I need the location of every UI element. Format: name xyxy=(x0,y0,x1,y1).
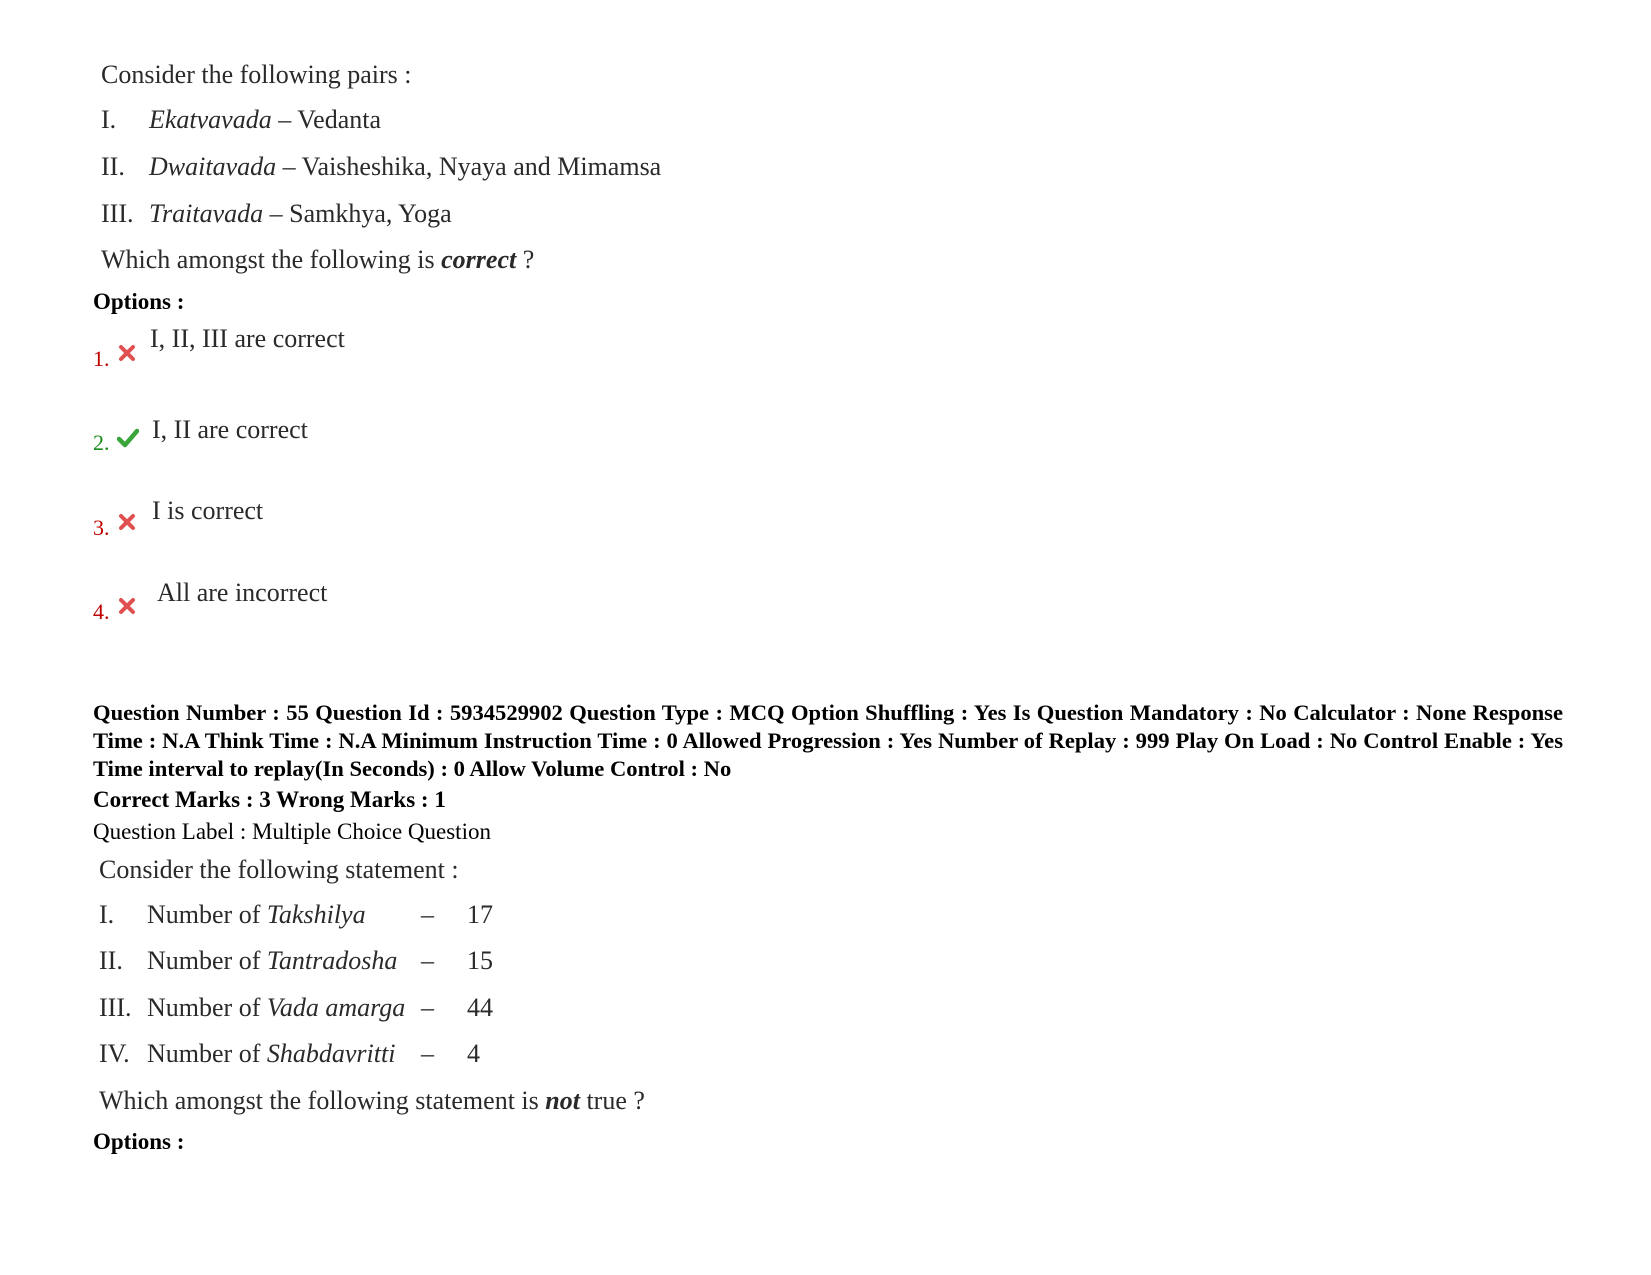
option-number: 1. xyxy=(93,346,110,371)
cross-icon xyxy=(118,513,136,531)
cross-icon xyxy=(118,344,136,362)
pair-2 xyxy=(101,154,661,180)
ask-emphasis: not xyxy=(545,1086,580,1115)
statement-number: II. xyxy=(99,946,123,975)
pair-rest: – Vaisheshika, Nyaya and Mimamsa xyxy=(276,152,662,181)
question-intro: Consider the following statement : xyxy=(99,855,459,884)
ask-text: Which amongst the following is xyxy=(101,245,442,274)
ask-emphasis: correct xyxy=(441,245,517,274)
statement-term: Vada amarga xyxy=(266,993,406,1022)
statement-number: I. xyxy=(99,900,115,929)
statement-number: IV. xyxy=(99,1039,130,1068)
prev-options-label: Options : xyxy=(93,289,185,314)
statement-value: 15 xyxy=(467,946,493,975)
option-text[interactable]: I, II, III are correct xyxy=(150,324,345,353)
pair-term: Dwaitavada xyxy=(149,152,277,181)
statement-term: Takshilya xyxy=(266,900,366,929)
ask-text-end: true ? xyxy=(579,1086,645,1115)
statement-value: 17 xyxy=(467,900,493,929)
prev-question-intro: Consider the following pairs : xyxy=(101,60,412,89)
question-ask xyxy=(99,1088,645,1114)
statement-prefix: Number of xyxy=(147,1039,267,1068)
question-marks: Correct Marks : 3 Wrong Marks : 1 xyxy=(93,787,446,812)
statement-4 xyxy=(99,1041,395,1067)
ask-text-end: ? xyxy=(516,245,535,274)
pair-number: I. xyxy=(101,105,117,134)
statement-1 xyxy=(99,902,366,928)
statement-2 xyxy=(99,948,397,974)
statement-term: Tantradosha xyxy=(266,946,398,975)
pair-number: III. xyxy=(101,199,134,228)
pair-number: II. xyxy=(101,152,125,181)
statement-prefix: Number of xyxy=(147,946,267,975)
pair-3 xyxy=(101,201,452,227)
statement-prefix: Number of xyxy=(147,993,267,1022)
statement-dash: – xyxy=(421,1039,434,1068)
statement-3 xyxy=(99,995,405,1021)
statement-number: III. xyxy=(99,993,132,1022)
pair-rest: – Samkhya, Yoga xyxy=(263,199,452,228)
pair-1 xyxy=(101,107,381,133)
pair-term: Ekatvavada xyxy=(149,105,272,134)
pair-term: Traitavada xyxy=(149,199,264,228)
question-label: Question Label : Multiple Choice Question xyxy=(93,819,491,844)
statement-dash: – xyxy=(421,993,434,1022)
option-number: 2. xyxy=(93,430,110,455)
pair-rest: – Vedanta xyxy=(271,105,382,134)
option-number: 4. xyxy=(93,599,110,624)
statement-value: 4 xyxy=(467,1039,480,1068)
statement-prefix: Number of xyxy=(147,900,267,929)
statement-term: Shabdavritti xyxy=(266,1039,396,1068)
option-text[interactable]: I is correct xyxy=(152,496,264,525)
statement-dash: – xyxy=(421,946,434,975)
prev-question-ask xyxy=(101,247,534,273)
ask-text: Which amongst the following statement is xyxy=(99,1086,546,1115)
options-label: Options : xyxy=(93,1129,185,1154)
cross-icon xyxy=(118,597,136,615)
check-icon xyxy=(117,428,139,448)
statement-value: 44 xyxy=(467,993,493,1022)
option-text[interactable]: I, II are correct xyxy=(152,415,308,444)
statement-dash: – xyxy=(421,900,434,929)
question-meta: Question Number : 55 Question Id : 5934529902 Question Type : MCQ Option Shuffling : Yes Is Question Mandatory : No Calculator : None Response Time : N.A Think Time : N.A Minimum Instruction Time : 0 Allowed Progression : Yes Number of Replay : 999 Play On Load : No Control Enable : Yes Time interval to replay(In Seconds) : 0 Allow Volume Control : No xyxy=(93,700,1563,781)
option-number: 3. xyxy=(93,515,110,540)
option-text[interactable]: All are incorrect xyxy=(157,578,328,607)
